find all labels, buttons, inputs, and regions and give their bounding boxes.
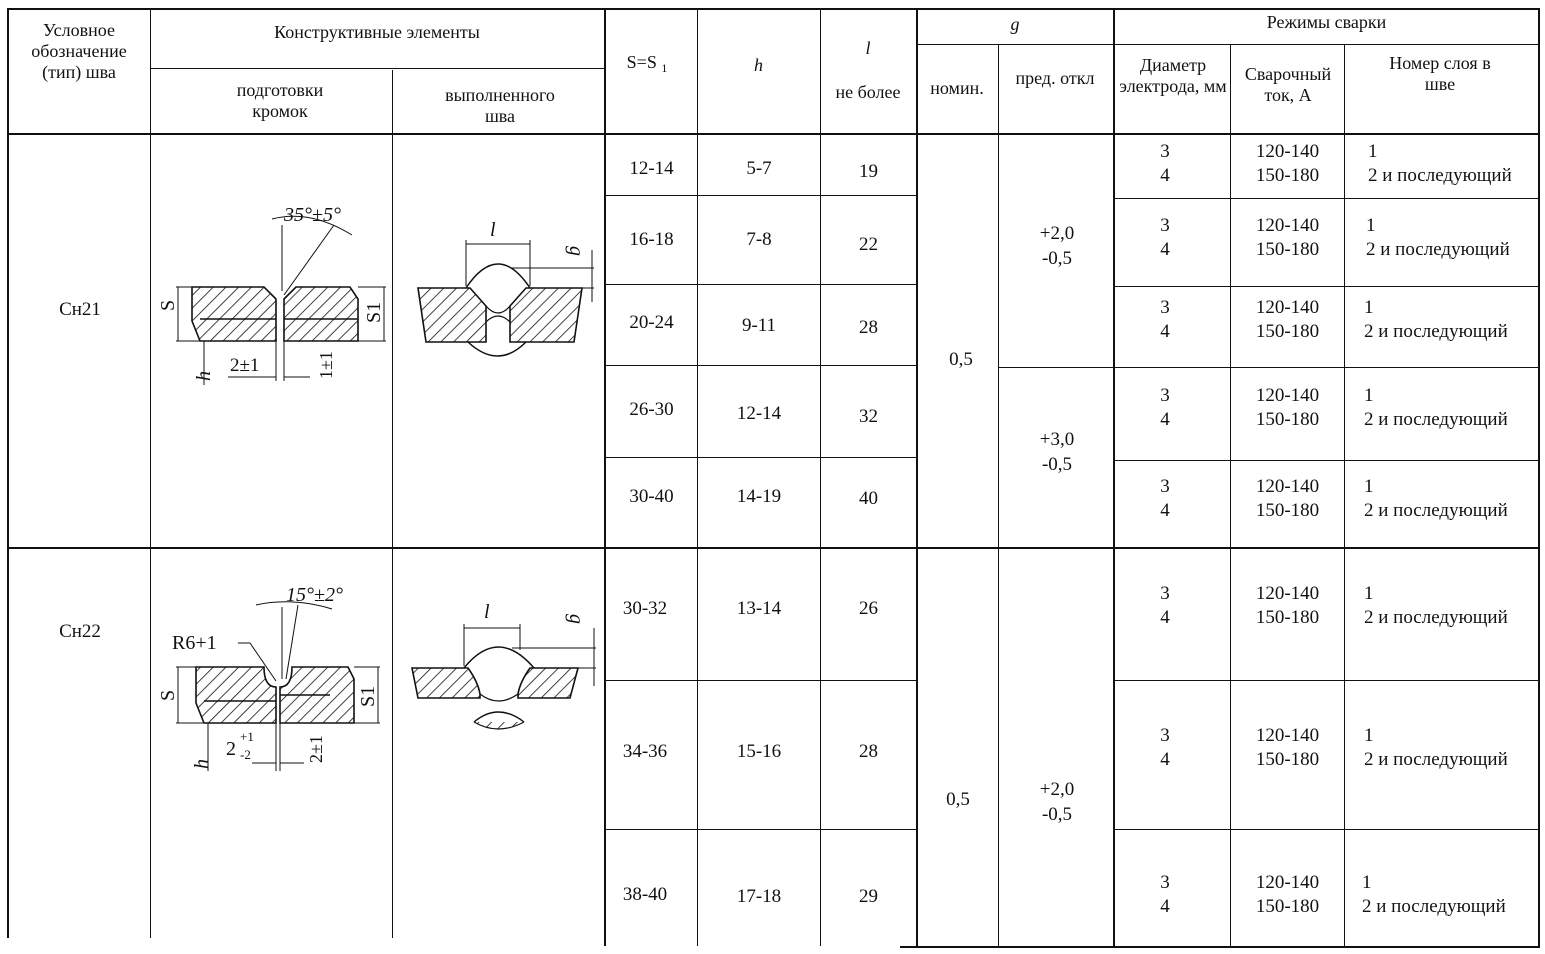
cell-current-2: 150-180 bbox=[1255, 749, 1320, 770]
cell-current-2: 150-180 bbox=[1255, 409, 1320, 430]
header-g-nom: номин. bbox=[930, 78, 984, 98]
g-deviation-upper: +2,0 bbox=[1039, 223, 1075, 244]
cell-s: 12-14 bbox=[629, 158, 674, 179]
cell-l: 28 bbox=[859, 741, 878, 762]
cell-current-1: 120-140 bbox=[1255, 297, 1320, 318]
l-label: l bbox=[484, 601, 490, 623]
cell-diameter-2: 4 bbox=[1160, 500, 1170, 521]
s1-label: S1 bbox=[363, 301, 385, 323]
cell-layer-1: 1 bbox=[1366, 215, 1376, 236]
cell-diameter-2: 4 bbox=[1160, 607, 1170, 628]
angle-label: 35°±5° bbox=[284, 204, 341, 226]
cell-h: 7-8 bbox=[746, 229, 772, 250]
g-deviation-lower: -0,5 bbox=[1041, 454, 1073, 475]
gap-tolerance-lower: -2 bbox=[240, 747, 251, 762]
cell-diameter-2: 4 bbox=[1160, 321, 1170, 342]
l-label: l bbox=[490, 219, 496, 241]
cell-s: 34-36 bbox=[622, 741, 668, 762]
cell-l: 28 bbox=[859, 317, 878, 338]
cell-layer-1: 1 bbox=[1364, 297, 1374, 318]
s1-label: S1 bbox=[357, 685, 379, 707]
header-type: Условное обозначение (тип) шва bbox=[31, 20, 127, 82]
cell-h: 17-18 bbox=[736, 886, 782, 907]
cell-h: 13-14 bbox=[736, 598, 782, 619]
cell-h: 15-16 bbox=[736, 741, 782, 762]
cell-layer-2: 2 и последующий bbox=[1364, 607, 1508, 628]
cell-s: 26-30 bbox=[629, 399, 674, 420]
edge-prep-drawing-cn22 bbox=[152, 575, 390, 775]
type-label: Сн22 bbox=[59, 621, 101, 642]
g-deviation-upper: +2,0 bbox=[1039, 779, 1075, 800]
g-label: g bbox=[565, 246, 587, 256]
g-deviation-lower: -0,5 bbox=[1041, 804, 1073, 825]
edge-prep-drawing-cn21 bbox=[152, 195, 390, 395]
cell-h: 9-11 bbox=[741, 315, 777, 336]
header-prep: подготовки кромок bbox=[236, 80, 324, 121]
cell-diameter-1: 3 bbox=[1160, 725, 1170, 746]
header-done: выполненного шва bbox=[445, 85, 555, 126]
cell-s: 30-40 bbox=[629, 486, 674, 507]
cell-current-2: 150-180 bbox=[1255, 321, 1320, 342]
header-s: S=S bbox=[626, 52, 657, 72]
cell-s: 16-18 bbox=[629, 229, 674, 250]
cell-l: 32 bbox=[859, 406, 878, 427]
cell-layer-2: 2 и последующий bbox=[1368, 165, 1512, 186]
cell-current-1: 120-140 bbox=[1255, 725, 1320, 746]
cell-layer-1: 1 bbox=[1364, 385, 1374, 406]
cell-layer-1: 1 bbox=[1362, 872, 1372, 893]
g-nominal: 0,5 bbox=[946, 789, 970, 810]
header-g-dev: пред. откл bbox=[1015, 68, 1095, 88]
cell-diameter-2: 4 bbox=[1160, 409, 1170, 430]
cell-h: 12-14 bbox=[736, 403, 782, 424]
cell-layer-1: 1 bbox=[1364, 725, 1374, 746]
header-diameter: Диаметр электрода, мм bbox=[1119, 55, 1227, 96]
cell-diameter-1: 3 bbox=[1160, 872, 1170, 893]
gap-label: 2 bbox=[226, 738, 236, 760]
header-layer: Номер слоя в шве bbox=[1389, 53, 1491, 94]
cell-layer-1: 1 bbox=[1364, 476, 1374, 497]
cell-current-1: 120-140 bbox=[1255, 476, 1320, 497]
cell-layer-2: 2 и последующий bbox=[1364, 321, 1508, 342]
cell-l: 19 bbox=[859, 161, 878, 182]
cell-diameter-1: 3 bbox=[1160, 385, 1170, 406]
header-l-sub: не более bbox=[835, 82, 901, 102]
cell-layer-2: 2 и последующий bbox=[1362, 896, 1506, 917]
cell-current-1: 120-140 bbox=[1255, 215, 1320, 236]
type-label: Сн21 bbox=[59, 299, 101, 320]
h-label: h bbox=[191, 759, 213, 769]
cell-diameter-2: 4 bbox=[1160, 165, 1170, 186]
header-l: l bbox=[865, 38, 871, 58]
cell-current-2: 150-180 bbox=[1255, 896, 1320, 917]
cell-layer-2: 2 и последующий bbox=[1364, 409, 1508, 430]
h-label: h bbox=[193, 371, 215, 381]
gap-label: 2±1 bbox=[230, 355, 260, 376]
cell-current-1: 120-140 bbox=[1255, 141, 1320, 162]
s-label: S bbox=[157, 299, 179, 311]
header-current: Сварочный ток, А bbox=[1244, 64, 1332, 105]
cell-layer-2: 2 и последующий bbox=[1364, 500, 1508, 521]
cell-s: 30-32 bbox=[622, 598, 668, 619]
root-label: 1±1 bbox=[316, 351, 336, 379]
weld-drawing-cn22 bbox=[394, 590, 604, 750]
s-label: S bbox=[157, 689, 179, 701]
cell-diameter-1: 3 bbox=[1160, 476, 1170, 497]
cell-h: 14-19 bbox=[736, 486, 782, 507]
cell-diameter-2: 4 bbox=[1160, 749, 1170, 770]
cell-current-2: 150-180 bbox=[1255, 500, 1320, 521]
cell-l: 22 bbox=[859, 234, 878, 255]
header-modes: Режимы сварки bbox=[1266, 12, 1387, 32]
angle-label: 15°±2° bbox=[286, 584, 343, 606]
g-deviation-lower: -0,5 bbox=[1041, 248, 1073, 269]
gap-tolerance-upper: +1 bbox=[240, 729, 254, 744]
cell-diameter-1: 3 bbox=[1160, 297, 1170, 318]
cell-current-1: 120-140 bbox=[1255, 872, 1320, 893]
cell-l: 29 bbox=[859, 886, 878, 907]
cell-diameter-2: 4 bbox=[1160, 239, 1170, 260]
root-label: 2±1 bbox=[306, 735, 326, 763]
cell-s: 20-24 bbox=[629, 312, 674, 333]
cell-layer-1: 1 bbox=[1364, 583, 1374, 604]
weld-drawing-cn21 bbox=[394, 210, 604, 370]
cell-l: 26 bbox=[859, 598, 878, 619]
cell-layer-1: 1 bbox=[1368, 141, 1378, 162]
header-g: g bbox=[1010, 14, 1020, 34]
g-deviation-upper: +3,0 bbox=[1039, 429, 1075, 450]
cell-current-2: 150-180 bbox=[1255, 607, 1320, 628]
cell-current-1: 120-140 bbox=[1255, 583, 1320, 604]
cell-diameter-1: 3 bbox=[1160, 583, 1170, 604]
cell-diameter-1: 3 bbox=[1160, 215, 1170, 236]
cell-layer-2: 2 и последующий bbox=[1366, 239, 1510, 260]
g-label: g bbox=[565, 614, 587, 624]
cell-l: 40 bbox=[859, 488, 878, 509]
header-s-sub: 1 bbox=[661, 61, 668, 75]
g-nominal: 0,5 bbox=[949, 349, 973, 370]
cell-s: 38-40 bbox=[622, 884, 668, 905]
cell-current-2: 150-180 bbox=[1255, 239, 1320, 260]
header-constructive: Конструктивные элементы bbox=[274, 22, 480, 42]
cell-current-1: 120-140 bbox=[1255, 385, 1320, 406]
cell-diameter-2: 4 bbox=[1160, 896, 1170, 917]
radius-label: R6+1 bbox=[172, 632, 217, 654]
cell-h: 5-7 bbox=[746, 158, 772, 179]
cell-layer-2: 2 и последующий bbox=[1364, 749, 1508, 770]
header-h: h bbox=[754, 55, 763, 75]
cell-current-2: 150-180 bbox=[1255, 165, 1320, 186]
cell-diameter-1: 3 bbox=[1160, 141, 1170, 162]
